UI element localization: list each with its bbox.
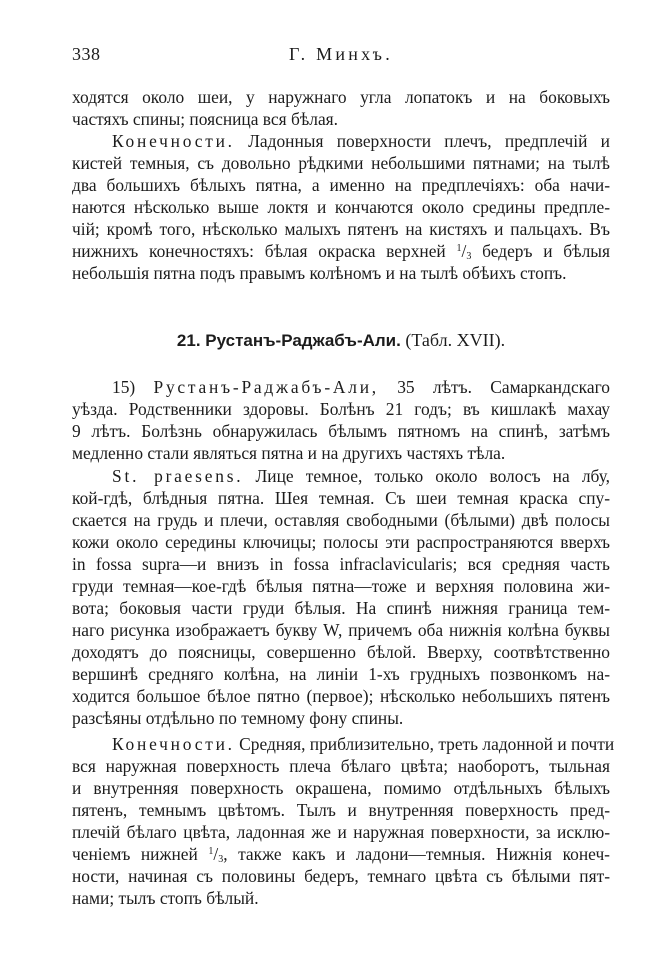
text-line: скается на грудь и плечи, оставляя свободными (бѣлыми) двѣ полосы [72,510,610,530]
text-line: ходится большое бѣлое пятно (первое); нѣсколько небольшихъ пятенъ [72,686,610,706]
paragraph-first-line: 15) Рустанъ-Раджабъ-Али, 35 лѣтъ. Самаркандскаго [112,377,610,397]
text-line: наются нѣсколько выше локтя и кончаются около средины предпле- [72,197,610,217]
text-line: разсѣяны отдѣльно по темному фону спины. [72,708,404,728]
text-line: ходятся около шеи, у наружнаго угла лопатокъ и на боковыхъ [72,87,610,107]
paragraph-first-line: Конечности. Средняя, приблизительно, треть ладонной и почти [112,734,615,754]
text-line: кожи около середины ключицы; полосы эти распространяются вверхъ [72,532,610,552]
text-line: нами; тылъ стопъ бѣлый. [72,888,259,908]
spaced-lead: Конечности. [112,734,235,754]
text-line: наго рисунка изображаетъ букву W, причемъ оба нижнія колѣна буквы [72,620,610,640]
text-line: вся наружная поверхность плеча бѣлаго цвѣта; наоборотъ, тыльная [72,756,610,776]
running-head-author: Г. Минхъ. [289,44,393,64]
text-line: кой-гдѣ, блѣдныя пятна. Шея темная. Съ шеи темная краска спу- [72,488,610,508]
text-line: ности, начиная съ половины бедеръ, темнаго цвѣта съ бѣлыми пят- [72,866,610,886]
text-line: in fossa supra—и внизъ in fossa infraclavicularis; вся средняя часть [72,554,610,574]
page-header [72,44,610,68]
text-line: доходятъ до поясницы, совершенно бѣлой. Вверху, соотвѣтственно [72,642,610,662]
text-line: вершинѣ средняго колѣна, на линіи 1-хъ грудныхъ позвонкомъ на- [72,664,610,684]
fraction: $^1/_3$ [456,241,472,262]
fraction: $^1/_3$ [208,844,224,865]
text-line: небольшія пятна подъ правымъ колѣномъ и на тылѣ обѣихъ стопъ. [72,263,567,283]
section-heading [72,328,610,353]
text-line: пятенъ, темнымъ цвѣтомъ. Тылъ и внутренняя поверхность пред- [72,800,610,820]
spaced-name: Рустанъ-Раджабъ-Али, [153,377,379,397]
paragraph-first-line: Конечности. Ладонныя поверхности плечъ, предплечій и [112,131,610,151]
text-line: и внутренняя поверхность окрашена, помимо отдѣльныхъ бѣлыхъ [72,778,610,798]
text-line: вота; боковыя части груди бѣлыя. На спинѣ нижняя граница тем- [72,598,610,618]
plate-reference: (Табл. XVII). [405,330,506,350]
text-line: кистей темныя, съ довольно рѣдкими небольшими пятнами; на тылѣ [72,153,610,173]
spaced-lead: Конечности. [112,131,235,151]
text-line: медленно стали являться пятна и на другихъ частяхъ тѣла. [72,443,506,463]
text-line-with-fraction: нижнихъ конечностяхъ: бѣлая окраска верхней $^1/_3$ бедеръ и бѣлыя [72,241,610,262]
paragraph-first-line: St. praesens. Лице темное, только около волосъ на лбу, [112,466,610,486]
text-line: груди темная—кое-гдѣ бѣлыя пятна—тоже и верхняя половина жи- [72,576,610,596]
text-line: частяхъ спины; поясница вся бѣлая. [72,109,339,129]
page-number: 338 [72,44,101,64]
text-line: плечій бѣлаго цвѣта, ладонная же и наружная поверхности, за исклю- [72,822,610,842]
text-line: уѣзда. Родственники здоровы. Болѣнъ 21 годъ; въ кишлакѣ махау [72,399,610,419]
text-line: 9 лѣтъ. Болѣзнь обнаружилась бѣлымъ пятномъ на спинѣ, затѣмъ [72,421,610,441]
section-title: 21. Рустанъ-Раджабъ-Али. [176,331,401,350]
spaced-lead: St. praesens. [112,466,244,486]
text-line: два большихъ бѣлыхъ пятна, а именно на предплечіяхъ: оба начи- [72,175,610,195]
text-line-with-fraction: ченіемъ нижней $^1/_3$, также какъ и ладони—темныя. Нижнія конеч- [72,844,610,865]
text-line: чій; кромѣ того, нѣсколько малыхъ пятенъ на кистяхъ и пальцахъ. Въ [72,219,610,239]
